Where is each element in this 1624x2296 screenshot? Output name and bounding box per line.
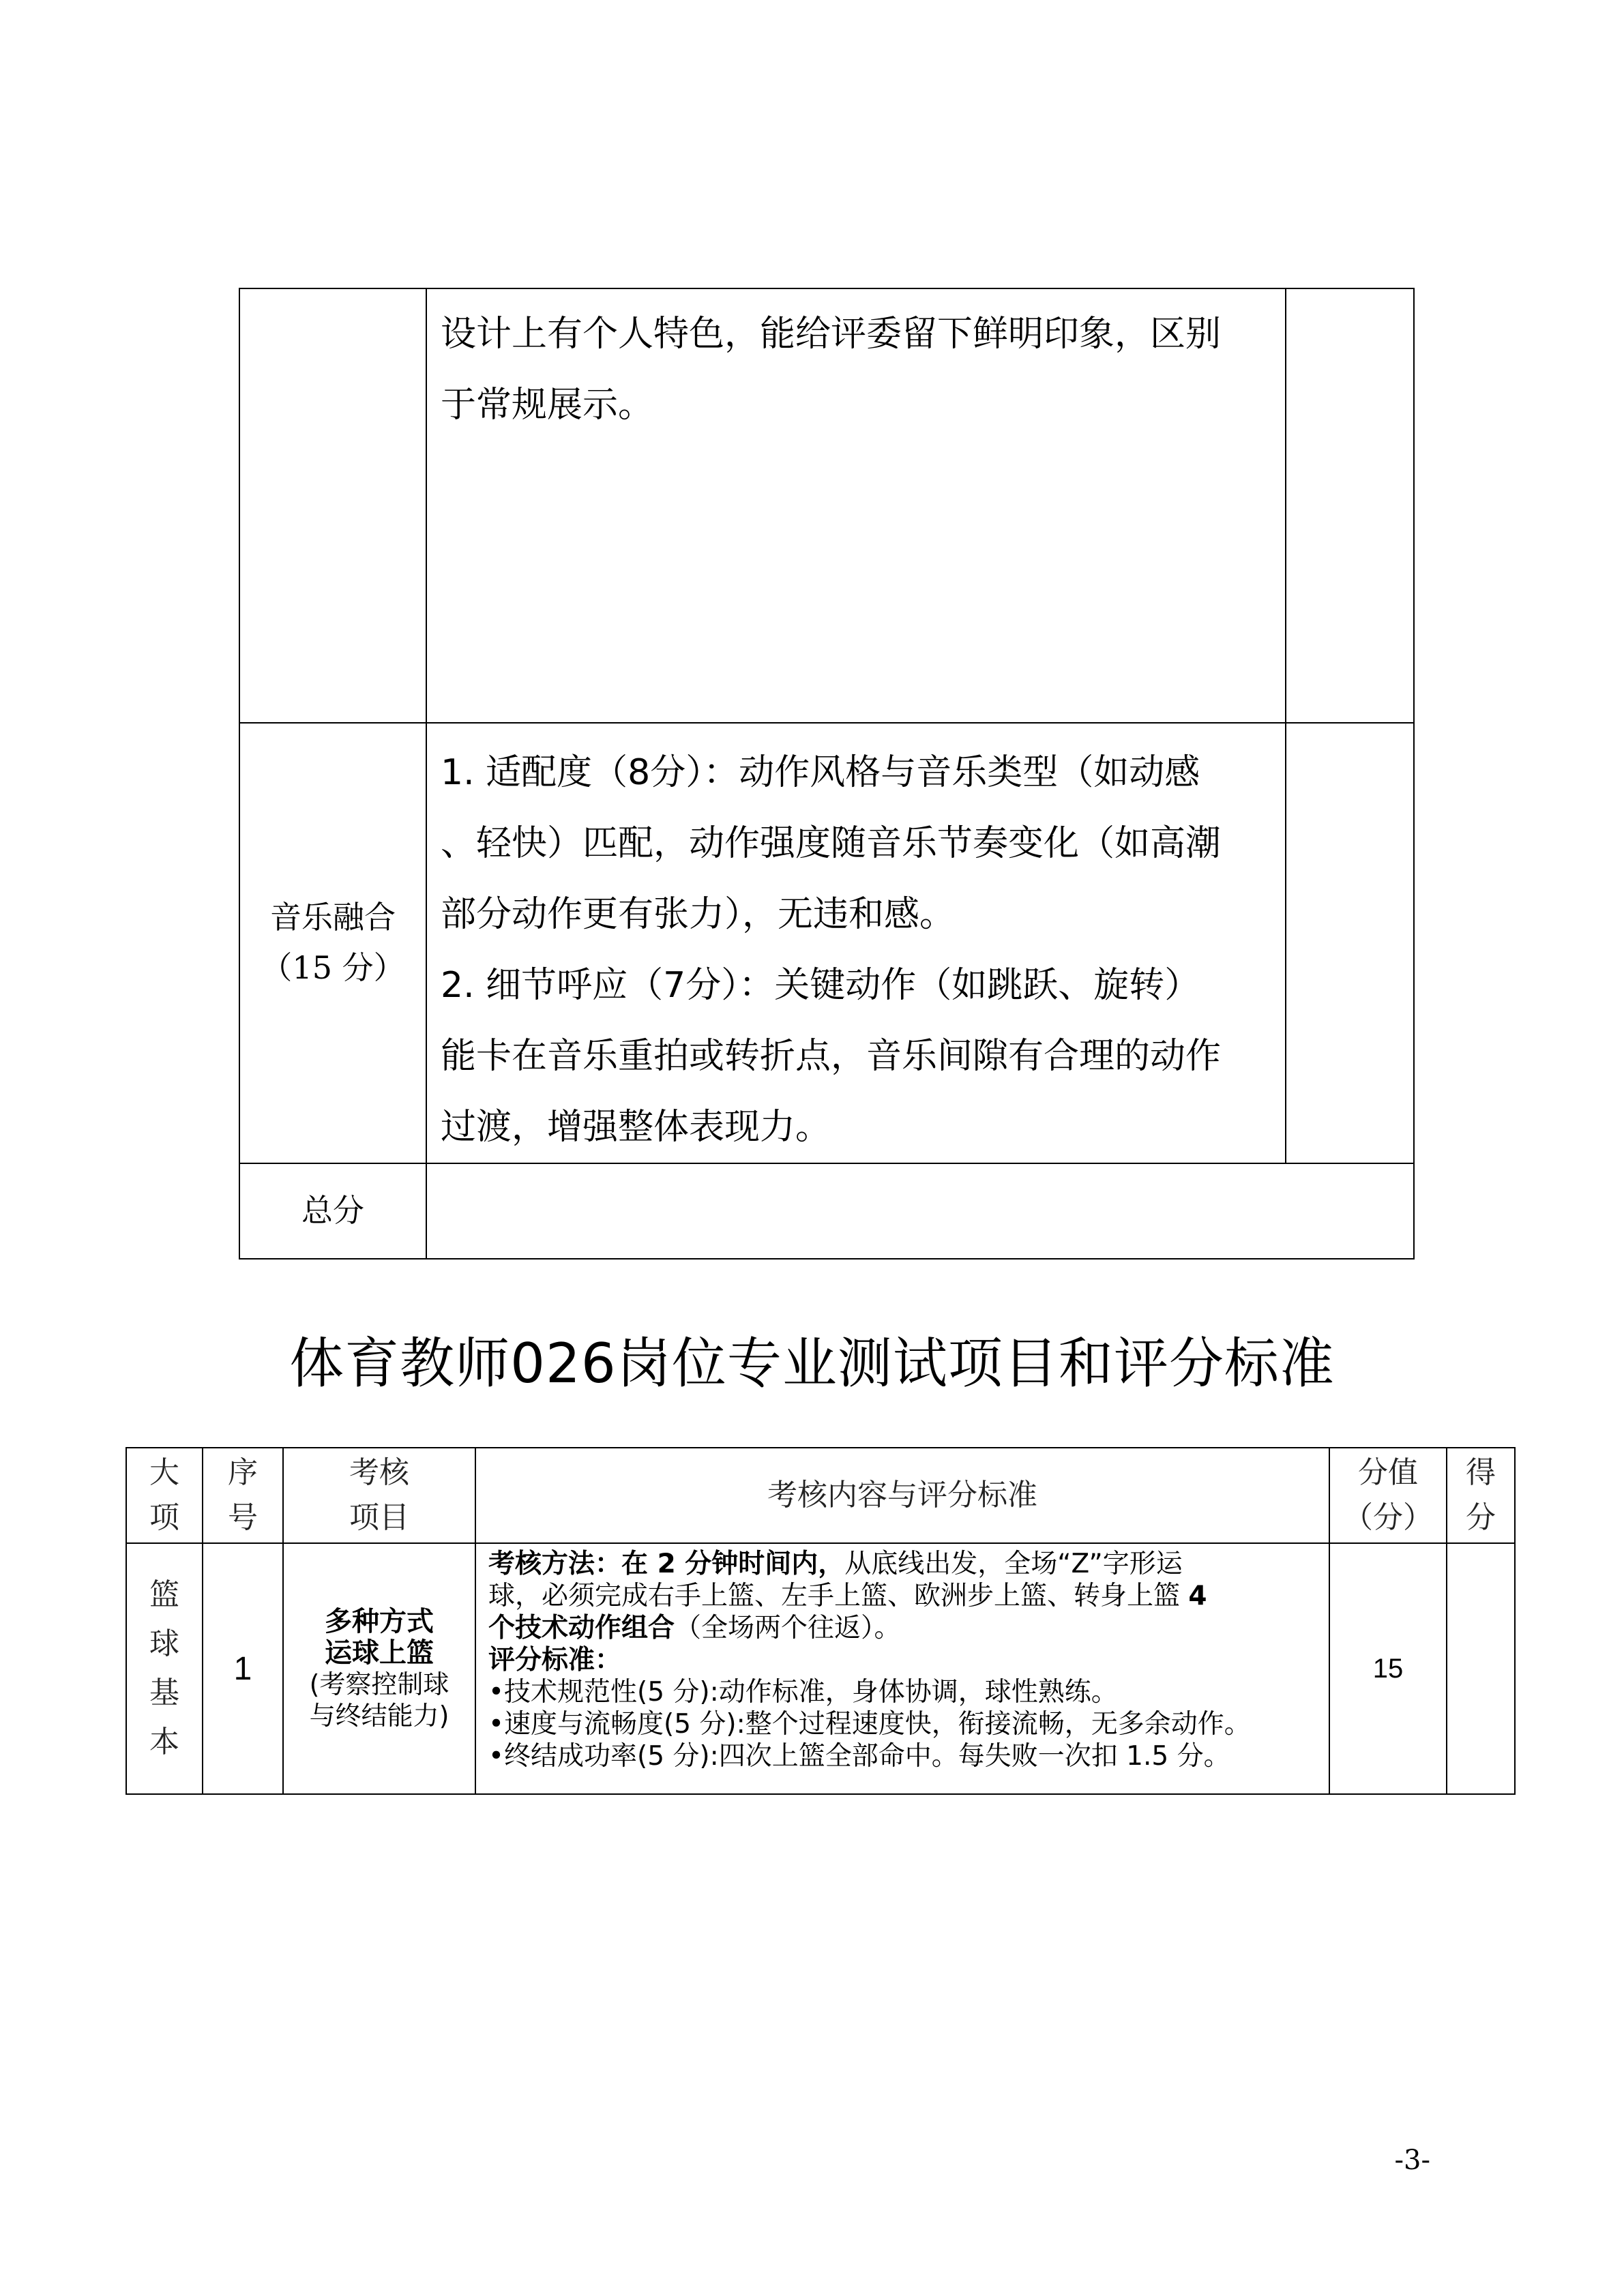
category-label: 音乐融合	[270, 899, 396, 936]
content-line	[488, 1612, 1319, 1644]
criteria-line: 过渡，增强整体表现力。	[441, 1107, 831, 1148]
criteria-line: 能卡在音乐重拍或转折点，音乐间隙有合理的动作	[441, 1036, 1222, 1077]
project-title: 运球上篮	[325, 1637, 434, 1669]
method-text: 从底线出发，全场“Z”字形运	[844, 1549, 1183, 1579]
method-bold: 个技术动作组合	[488, 1613, 675, 1643]
criteria-line: 部分动作更有张力），无违和感。	[441, 894, 956, 935]
criteria-item: •速度与流畅度(5 分):整个过程速度快，衔接流畅，无多余动作。	[488, 1709, 1251, 1740]
criteria-cell	[426, 723, 1286, 1163]
header-text: 大	[149, 1455, 179, 1490]
total-value	[426, 1163, 1414, 1259]
header-project	[283, 1448, 475, 1543]
table-header-row	[126, 1448, 1515, 1543]
criteria-label: 评分标准：	[488, 1645, 622, 1675]
number-cell: 1	[203, 1543, 283, 1794]
header-text: 分	[1466, 1500, 1496, 1535]
scoring-table-continued	[239, 288, 1415, 1259]
pe-test-table	[126, 1447, 1516, 1795]
criteria-item: •技术规范性(5 分):动作标准，身体协调，球性熟练。	[488, 1677, 1118, 1708]
score-cell	[1286, 723, 1414, 1163]
criteria-line: 于常规展示。	[441, 385, 654, 426]
section-heading: 体育教师026岗位专业测试项目和评分标准	[289, 1332, 1335, 1395]
method-text: 球，必须完成右手上篮、左手上篮、欧洲步上篮、转身上篮	[488, 1581, 1189, 1611]
total-row	[239, 1163, 1414, 1259]
content-line	[488, 1548, 1319, 1580]
category-cell	[239, 723, 426, 1163]
project-cell	[283, 1543, 475, 1794]
category-char: 球	[149, 1626, 179, 1661]
method-label: 考核方法：在 2 分钟时间内，	[488, 1549, 845, 1579]
value-cell: 15	[1329, 1543, 1447, 1794]
header-text: （分）	[1343, 1500, 1433, 1535]
method-number: 4	[1188, 1581, 1207, 1611]
score-cell	[1447, 1543, 1515, 1794]
score-cell	[1286, 288, 1414, 723]
category-char: 本	[149, 1725, 179, 1759]
category-char: 基	[149, 1675, 179, 1710]
header-text: 项	[149, 1500, 179, 1535]
header-text: 号	[228, 1500, 258, 1535]
header-text: 分值	[1358, 1455, 1418, 1490]
category-cell	[126, 1543, 203, 1794]
header-content: 考核内容与评分标准	[475, 1448, 1329, 1543]
header-category	[126, 1448, 203, 1543]
header-score	[1447, 1448, 1515, 1543]
content-cell	[475, 1543, 1329, 1794]
total-label: 总分	[239, 1163, 426, 1259]
criteria-line: 2. 细节呼应（7分）：关键动作（如跳跃、旋转）	[441, 965, 1200, 1006]
criteria-item: •终结成功率(5 分):四次上篮全部命中。每失败一次扣 1.5 分。	[488, 1741, 1230, 1772]
criteria-line: 1. 适配度（8分）：动作风格与音乐类型（如动感	[441, 752, 1200, 793]
criteria-line: 设计上有个人特色，能给评委留下鲜明印象，区别	[441, 314, 1222, 355]
header-value	[1329, 1448, 1447, 1543]
header-text: 考核	[349, 1455, 409, 1490]
criteria-cell	[426, 288, 1286, 723]
project-note: 与终结能力)	[309, 1701, 449, 1731]
page-number: -3-	[1394, 2145, 1430, 2176]
category-points: （15 分）	[261, 949, 405, 986]
content-line	[488, 1580, 1319, 1612]
category-cell	[239, 288, 426, 723]
project-title: 多种方式	[325, 1606, 434, 1637]
criteria-line: 、轻快）匹配，动作强度随音乐节奏变化（如高潮	[441, 823, 1222, 864]
project-note: (考察控制球	[309, 1669, 449, 1699]
header-text: 序	[228, 1455, 258, 1490]
table-row	[239, 288, 1414, 723]
category-char: 篮	[149, 1577, 179, 1612]
method-text: （全场两个往返）。	[675, 1613, 901, 1643]
header-number	[203, 1448, 283, 1543]
header-text: 项目	[349, 1500, 409, 1535]
content-line	[488, 1644, 1319, 1676]
table-row	[239, 723, 1414, 1163]
header-text: 得	[1466, 1455, 1496, 1490]
table-row	[126, 1543, 1515, 1794]
